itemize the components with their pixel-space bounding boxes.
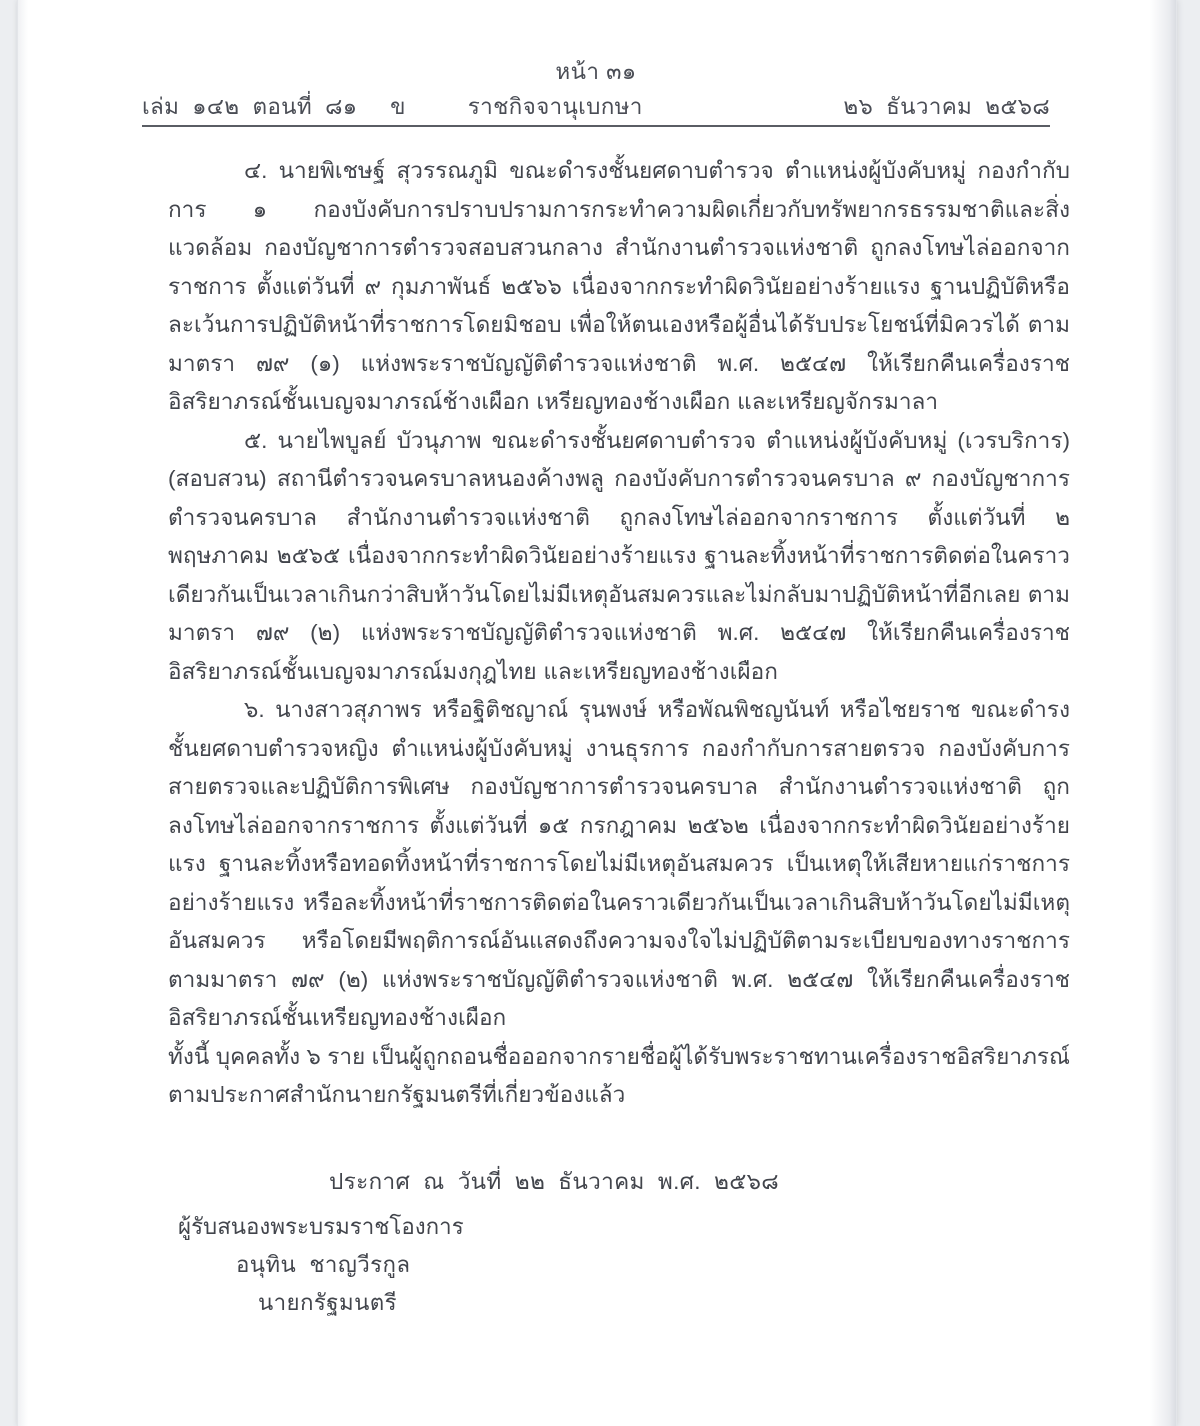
publication-date: ๒๖ ธันวาคม ๒๕๖๘ (843, 94, 1050, 120)
volume-issue-label: เล่ม ๑๔๒ ตอนที่ ๘๑ ข (142, 94, 406, 120)
gazette-title: ราชกิจจานุเบกษา (467, 94, 643, 120)
gazette-header (142, 58, 1050, 127)
signatory-title: นายกรัฐมนตรี (258, 1290, 398, 1315)
proclamation-date-line: ประกาศ ณ วันที่ ๒๒ ธันวาคม พ.ศ. ๒๕๖๘ (329, 1168, 779, 1194)
entry-paragraph-6: ๖. นางสาวสุภาพร หรือฐิติชญาณ์ รุนพงษ์ หรือพัณพิชญนันท์ หรือไชยราช ขณะดำรงชั้นยศดาบตำรวจหญิง ตำแหน่งผู้บังคับหมู่ งานธุรการ กองกำกับการสายตรวจ กองบังคับการสายตรวจและปฏิบัติการพิเศษ กองบัญชาการตำรวจนครบาล สำนักงานตำรวจแห่งชาติ ถูกลงโทษไล่ออกจากราชการ ตั้งแต่วันที่ ๑๕ กรกฎาคม ๒๕๖๒ เนื่องจากกระทำผิดวินัยอย่างร้ายแรง ฐานละทิ้งหรือทอดทิ้งหน้าที่ราชการโดยไม่มีเหตุอันสมควร เป็นเหตุให้เสียหายแก่ราชการอย่างร้ายแรง หรือละทิ้งหน้าที่ราชการติดต่อในคราวเดียวกันเป็นเวลาเกินสิบห้าวันโดยไม่มีเหตุอันสมควร หรือโดยมีพฤติการณ์อันแสดงถึงความจงใจไม่ปฏิบัติตามระเบียบของทางราชการ ตามมาตรา ๗๙ (๒) แห่งพระราชบัญญัติตำรวจแห่งชาติ พ.ศ. ๒๕๔๗ ให้เรียกคืนเครื่องราชอิสริยาภรณ์ชั้นเหรียญทองช้างเผือก (168, 697, 1070, 1030)
page-number-label: หน้า ๓๑ (555, 59, 637, 84)
page-content (18, 0, 1176, 1426)
entry-paragraph-4: ๔. นายพิเชษฐ์ สุวรรณภูมิ ขณะดำรงชั้นยศดาบตำรวจ ตำแหน่งผู้บังคับหมู่ กองกำกับการ ๑ กองบังคับการปราบปรามการกระทำความผิดเกี่ยวกับทรัพยากรธรรมชาติและสิ่งแวดล้อม กองบัญชาการตำรวจสอบสวนกลาง สำนักงานตำรวจแห่งชาติ ถูกลงโทษไล่ออกจากราชการ ตั้งแต่วันที่ ๙ กุมภาพันธ์ ๒๕๖๖ เนื่องจากกระทำผิดวินัยอย่างร้ายแรง ฐานปฏิบัติหรือละเว้นการปฏิบัติหน้าที่ราชการโดยมิชอบ เพื่อให้ตนเองหรือผู้อื่นได้รับประโยชน์ที่มิควรได้ ตามมาตรา ๗๙ (๑) แห่งพระราชบัญญัติตำรวจแห่งชาติ พ.ศ. ๒๕๔๗ ให้เรียกคืนเครื่องราชอิสริยาภรณ์ชั้นเบญจมาภรณ์ช้างเผือก เหรียญทองช้างเผือก และเหรียญจักรมาลา (168, 158, 1070, 414)
countersign-label: ผู้รับสนองพระบรมราชโองการ (178, 1214, 464, 1239)
document-body (168, 152, 1070, 1201)
closing-note: ทั้งนี้ บุคคลทั้ง ๖ ราย เป็นผู้ถูกถอนชื่อออกจากรายชื่อผู้ได้รับพระราชทานเครื่องราชอิสริยาภรณ์ตามประกาศสำนักนายกรัฐมนตรีที่เกี่ยวข้องแล้ว (168, 1043, 1070, 1107)
page-left-edge-shading (18, 0, 28, 1426)
header-row (142, 92, 1050, 121)
entry-paragraph-5: ๕. นายไพบูลย์ บัวนุภาพ ขณะดำรงชั้นยศดาบตำรวจ ตำแหน่งผู้บังคับหมู่ (เวรบริการ) (สอบสวน) สถานีตำรวจนครบาลหนองค้างพลู กองบังคับการตำรวจนครบาล ๙ กองบัญชาการตำรวจนครบาล สำนักงานตำรวจแห่งชาติ ถูกลงโทษไล่ออกจากราชการ ตั้งแต่วันที่ ๒ พฤษภาคม ๒๕๖๕ เนื่องจากกระทำผิดวินัยอย่างร้ายแรง ฐานละทิ้งหน้าที่ราชการติดต่อในคราวเดียวกันเป็นเวลาเกินกว่าสิบห้าวันโดยไม่มีเหตุอันสมควรและไม่กลับมาปฏิบัติหน้าที่อีกเลย ตามมาตรา ๗๙ (๒) แห่งพระราชบัญญัติตำรวจแห่งชาติ พ.ศ. ๒๕๔๗ ให้เรียกคืนเครื่องราชอิสริยาภรณ์ชั้นเบญจมาภรณ์มงกุฎไทย และเหรียญทองช้างเผือก (168, 427, 1070, 684)
header-divider (142, 125, 1050, 127)
signatory-name: อนุทิน ชาญวีรกูล (236, 1252, 411, 1277)
signature-block (178, 1208, 678, 1322)
page-right-edge-shading (1150, 0, 1176, 1426)
gazette-page-sheet (18, 0, 1176, 1426)
